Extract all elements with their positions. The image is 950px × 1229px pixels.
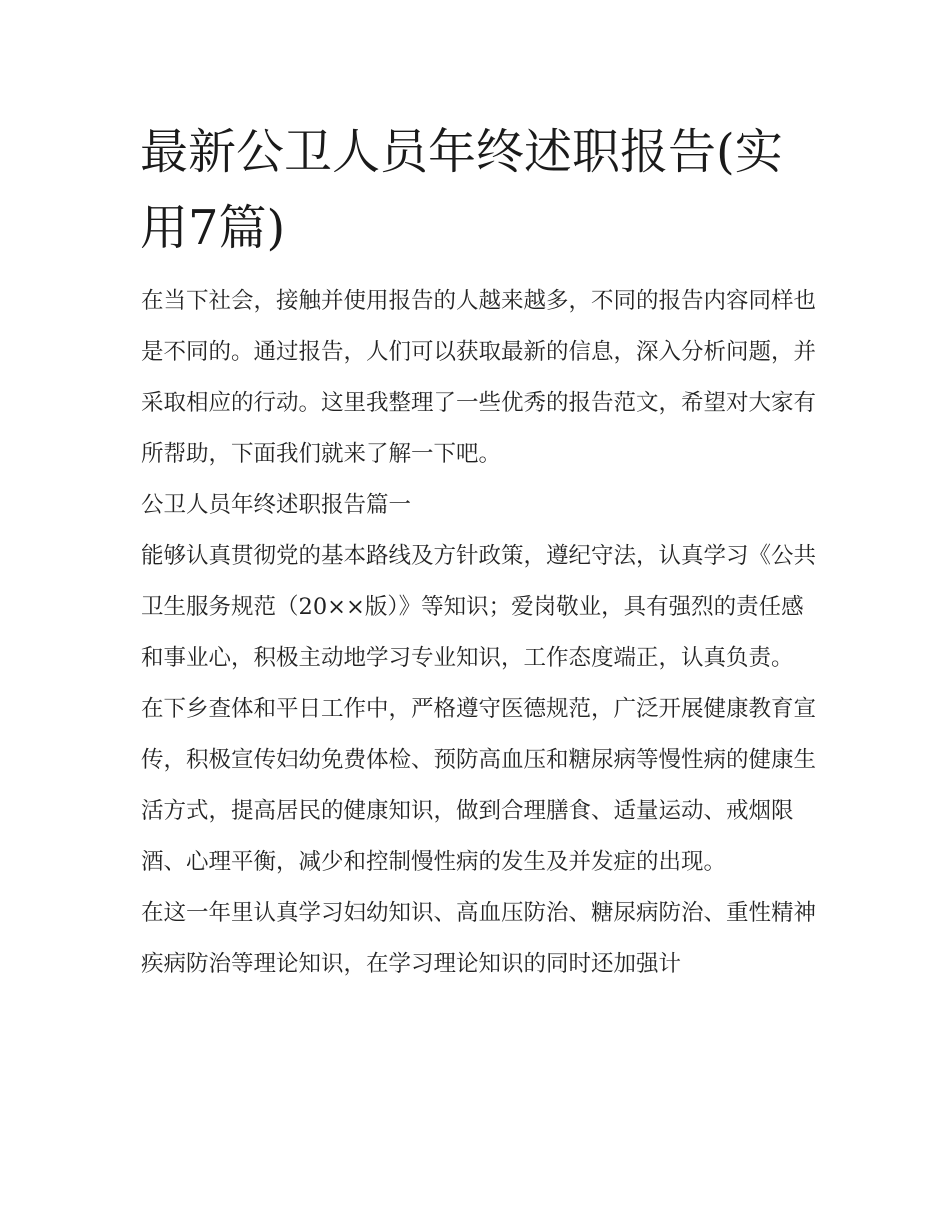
intro-paragraph: 在当下社会，接触并使用报告的人越来越多，不同的报告内容同样也是不同的。通过报告，人们可以获取最新的信息，深入分析问题，并采取相应的行动。这里我整理了一些优秀的报告范文，希望对大家有所帮助，下面我们就来了解一下吧。 [141, 288, 817, 467]
document-title: 最新公卫人员年终述职报告(实用7篇) [140, 124, 783, 256]
body-paragraph: 能够认真贯彻党的基本路线及方针政策，遵纪守法，认真学习《公共卫生服务规范（20××版）》等知识；爱岗敬业，具有强烈的责任感和事业心，积极主动地学习专业知识，工作态度端正，认真负责。 [141, 543, 817, 671]
body-paragraph: 在下乡查体和平日工作中，严格遵守医德规范，广泛开展健康教育宣传，积极宣传妇幼免费体检、预防高血压和糖尿病等慢性病的健康生活方式，提高居民的健康知识，做到合理膳食、适量运动、戒烟限酒、心理平衡，减少和控制慢性病的发生及并发症的出现。 [141, 696, 817, 875]
document-body [141, 276, 821, 990]
section-heading: 公卫人员年终述职报告篇一 [141, 492, 412, 518]
body-paragraph: 在这一年里认真学习妇幼知识、高血压防治、糖尿病防治、重性精神疾病防治等理论知识，在学习理论知识的同时还加强计 [141, 900, 817, 977]
